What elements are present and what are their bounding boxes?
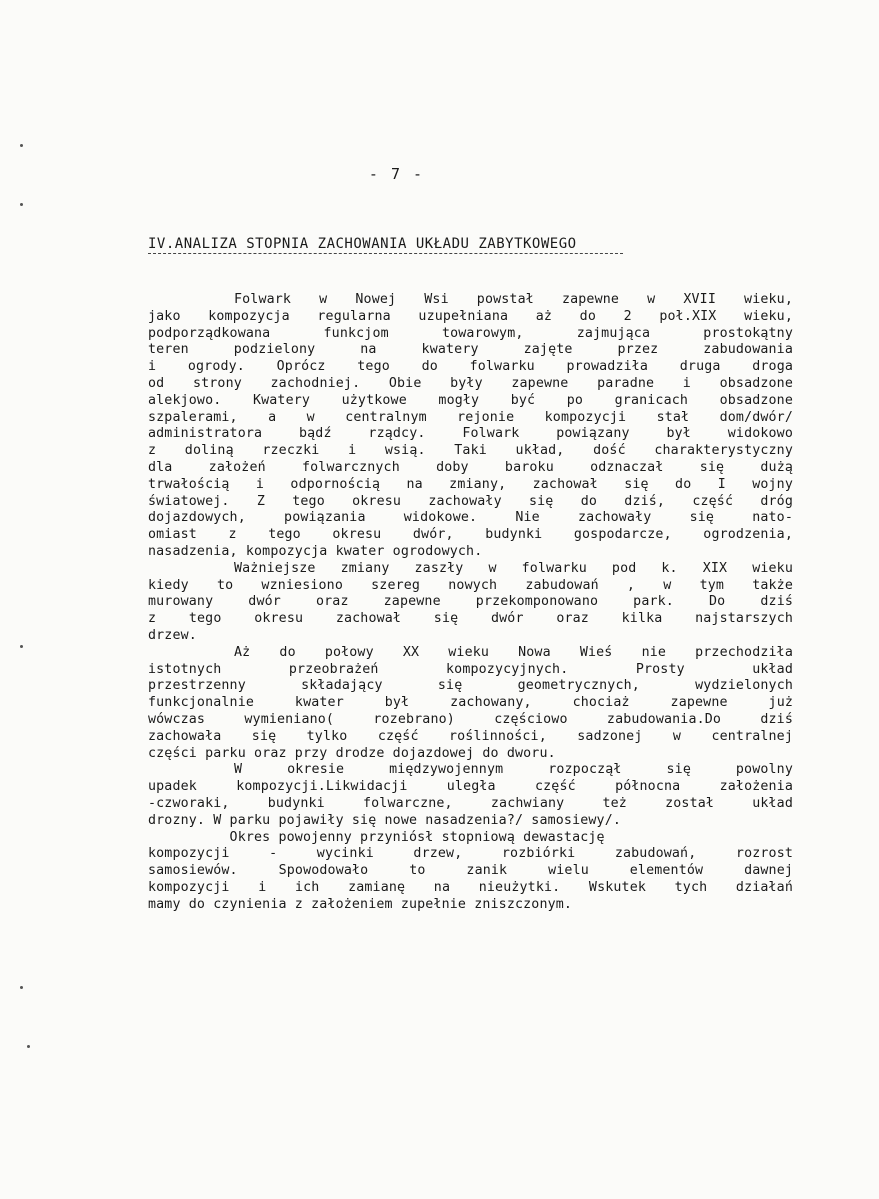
text-line: administratora bądź rządcy. Folwark powiązany był widokowo	[148, 426, 793, 442]
text-line: i ogrody. Oprócz tego do folwarku prowadziła druga droga	[148, 359, 793, 375]
page-number: - 7 -	[368, 165, 425, 183]
text-line: Aż do połowy XX wieku Nowa Wieś nie przechodziła	[234, 644, 793, 660]
text-line: od strony zachodniej. Obie były zapewne paradne i obsadzone	[148, 375, 793, 391]
text-line: mamy do czynienia z założeniem zupełnie zniszczonym.	[148, 896, 573, 912]
text-line: z tego okresu zachował się dwór oraz kilka najstarszych	[148, 611, 793, 627]
text-line: drozny. W parku pojawiły się nowe nasadzenia?/ samosiewy/.	[148, 812, 622, 828]
text-line: podporządkowana funkcjom towarowym, zajmująca prostokątny	[148, 325, 793, 341]
text-line: upadek kompozycji.Likwidacji uległa część północna założenia	[148, 779, 793, 795]
text-line: kiedy to wzniesiono szereg nowych zabudowań , w tym także	[148, 577, 793, 593]
text-line: Okres powojenny przyniósł stopniową dewastację	[148, 829, 605, 845]
text-line: wówczas wymieniano( rozebrano) częściowo zabudowania.Do dziś	[148, 711, 793, 727]
scan-speck	[20, 144, 23, 147]
text-line: drzew.	[148, 627, 197, 643]
text-line: samosiewów. Spowodowało to zanik wielu elementów dawnej	[148, 863, 793, 879]
text-line: Ważniejsze zmiany zaszły w folwarku pod k. XIX wieku	[234, 560, 793, 576]
text-line: zachowała się tylko część roślinności, sadzonej w centralnej	[148, 728, 793, 744]
text-line: istotnych przeobrażeń kompozycyjnych. Prosty układ	[148, 661, 793, 677]
text-line: murowany dwór oraz zapewne przekomponowano park. Do dziś	[148, 594, 793, 610]
text-line: światowej. Z tego okresu zachowały się do dziś, część dróg	[148, 493, 793, 509]
text-line: jako kompozycja regularna uzupełniana aż do 2 poł.XIX wieku,	[148, 308, 793, 324]
text-line: przestrzenny składający się geometrycznych, wydzielonych	[148, 678, 793, 694]
text-line: szpalerami, a w centralnym rejonie kompozycji stał dom/dwór/	[148, 409, 793, 425]
text-line: nasadzenia, kompozycja kwater ogrodowych.	[148, 543, 483, 559]
scan-speck	[20, 203, 23, 206]
scan-speck	[20, 986, 23, 989]
text-line: omiast z tego okresu dwór, budynki gospodarcze, ogrodzenia,	[148, 527, 793, 543]
scan-speck	[20, 645, 23, 648]
text-line: alekjowo. Kwatery użytkowe mogły być po granicach obsadzone	[148, 392, 793, 408]
text-line: dla założeń folwarcznych doby baroku odznaczał się dużą	[148, 459, 793, 475]
text-line: z doliną rzeczki i wsią. Taki układ, dość charakterystyczny	[148, 443, 793, 459]
text-line: kompozycji i ich zamianę na nieużytki. Wskutek tych działań	[148, 879, 793, 895]
text-line: trwałością i odpornością na zmiany, zachował się do I wojny	[148, 476, 793, 492]
text-line: teren podzielony na kwatery zajęte przez zabudowania	[148, 342, 793, 358]
text-line: W okresie międzywojennym rozpoczął się powolny	[234, 762, 793, 778]
text-line: Folwark w Nowej Wsi powstał zapewne w XVII wieku,	[234, 292, 793, 307]
heading-underline	[148, 253, 623, 254]
text-line: kompozycji - wycinki drzew, rozbiórki zabudowań, rozrost	[148, 846, 793, 862]
text-line: -czworaki, budynki folwarczne, zachwiany też został układ	[148, 795, 793, 811]
scan-speck	[27, 1045, 30, 1048]
body-text	[148, 292, 793, 913]
text-line: funkcjonalnie kwater był zachowany, chociaż zapewne już	[148, 695, 793, 711]
text-line: części parku oraz przy drodze dojazdowej do dworu.	[148, 745, 556, 761]
section-heading: IV.ANALIZA STOPNIA ZACHOWANIA UKŁADU ZABYTKOWEGO	[148, 236, 577, 252]
text-line: dojazdowych, powiązania widokowe. Nie zachowały się nato-	[148, 510, 793, 526]
